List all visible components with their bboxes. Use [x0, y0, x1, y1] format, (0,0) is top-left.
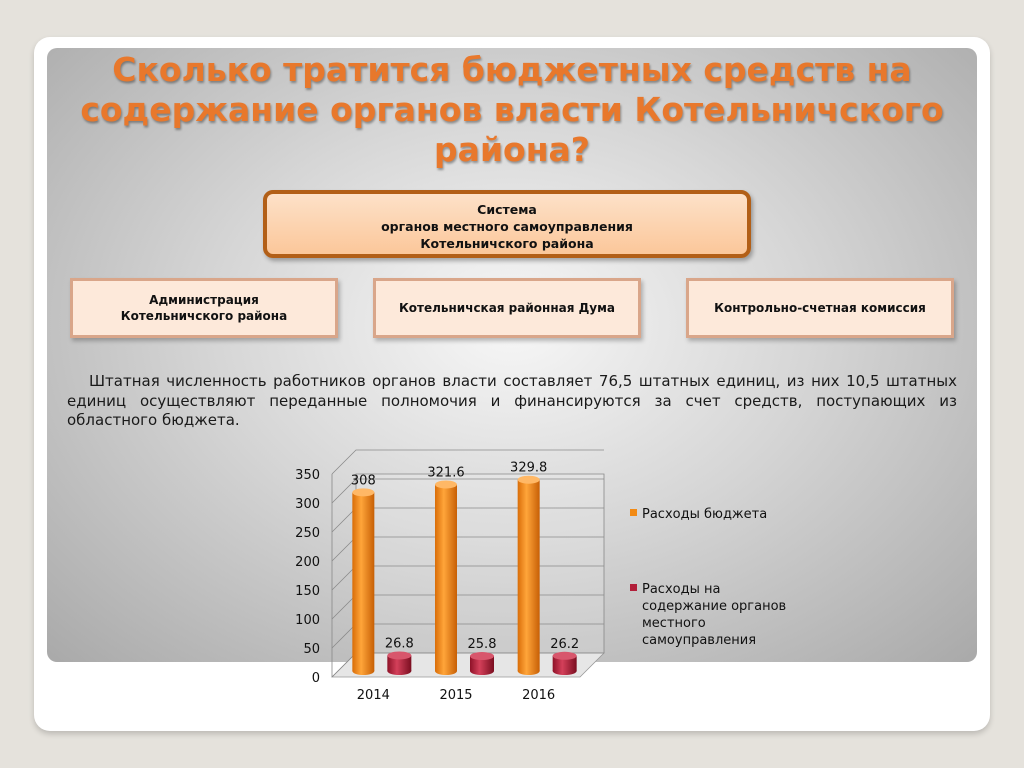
bar-series2-top — [470, 652, 494, 660]
data-label: 329.8 — [510, 460, 548, 476]
legend-label-series2: Расходы на — [642, 582, 721, 597]
bar-series1-top — [435, 480, 457, 488]
audit-commission-label: Контрольно-счетная комиссия — [714, 301, 926, 315]
chart-back-wall — [356, 474, 604, 653]
bar-series1-top — [352, 488, 374, 496]
bar-series2-base — [553, 667, 577, 675]
data-label: 308 — [350, 473, 376, 489]
y-tick-label: 300 — [295, 497, 320, 512]
y-tick-label: 50 — [303, 642, 320, 657]
x-tick-label: 2016 — [522, 688, 556, 703]
bar-series1-base — [435, 667, 457, 675]
data-label: 26.2 — [550, 636, 580, 652]
legend-swatch-series1 — [630, 509, 637, 516]
y-tick-label: 0 — [311, 671, 320, 686]
duma-label: Котельничская районная Дума — [398, 301, 616, 315]
staff-paragraph: Штатная численность работников органов власти составляет 76,5 штатных единиц, из них 10,5 штатных единиц осуществляют переданные полномочия и финансируются за счет средств, поступающих из областного бюджета. — [67, 372, 957, 429]
legend-label-series2: содержание органов — [642, 599, 787, 614]
administration-line2: Котельничского района — [120, 309, 288, 323]
legend-label-series1: Расходы бюджета — [642, 507, 768, 522]
bar-series2-base — [470, 667, 494, 675]
bar-series2-top — [387, 651, 411, 659]
legend-label-series2: местного — [642, 616, 706, 631]
x-tick-label: 2015 — [439, 688, 473, 703]
bar-series1 — [518, 480, 540, 671]
bar-series2-base — [387, 667, 411, 675]
system-box-line3: Котельничского района — [420, 236, 594, 251]
administration-line1: Администрация — [149, 293, 259, 307]
system-box-line1: Система — [477, 202, 537, 217]
y-tick-label: 250 — [295, 526, 320, 541]
bar-series2-top — [553, 652, 577, 660]
bar-series1 — [352, 492, 374, 671]
y-tick-label: 100 — [295, 613, 320, 628]
x-tick-label: 2014 — [356, 688, 390, 703]
slide-title: Сколько тратится бюджетных средств на содержание органов власти Котельничского района? — [80, 50, 944, 169]
system-box-line2: органов местного самоуправления — [381, 219, 633, 234]
data-label: 25.8 — [467, 637, 497, 653]
bar-series1 — [435, 484, 457, 671]
data-label: 26.8 — [384, 636, 414, 652]
legend-label-series2: самоуправления — [642, 633, 757, 648]
y-tick-label: 200 — [295, 555, 320, 570]
chart-gridline — [332, 450, 604, 474]
bar-series1-base — [352, 667, 374, 675]
bar-series1-base — [518, 667, 540, 675]
data-label: 321.6 — [427, 465, 465, 481]
y-tick-label: 150 — [295, 584, 320, 599]
y-tick-label: 350 — [295, 468, 320, 483]
legend-swatch-series2 — [630, 584, 637, 591]
bar-series1-top — [518, 476, 540, 484]
